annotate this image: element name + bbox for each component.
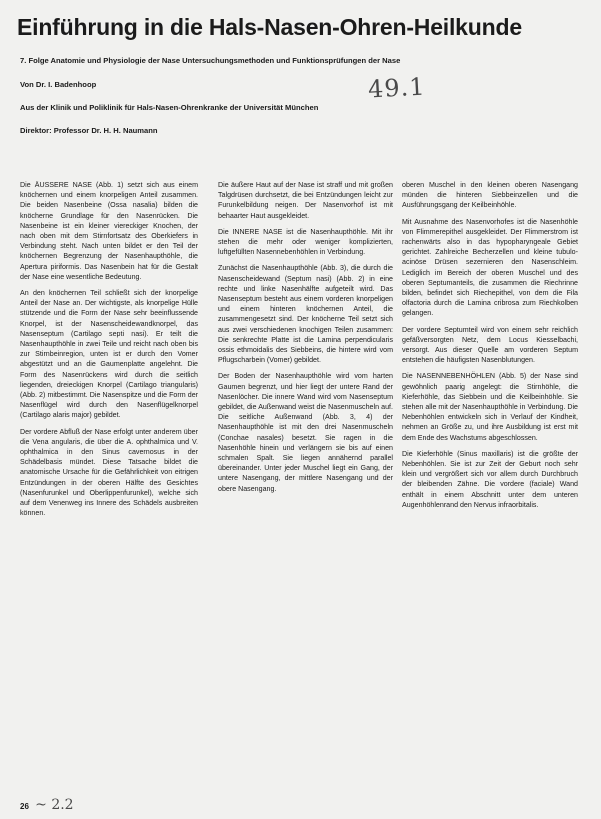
handwritten-page-mark: ~ 2.2	[35, 797, 74, 813]
paragraph: Der vordere Abfluß der Nase erfolgt unter anderem über die Vena angularis, die über die A. ophthalmica und V. ophthalmica in den Sinus cavernosus in der Schädelbasis mündet. Diese Tatsache bildet die anatomische Ursache für die Gefährlichkeit von eitrigen Entzündungen in der oberen Hälfte des Gesichtes (Nasenfurunkel und Oberlippenfurunkel), welche sich auf dem Venenweg ins Innere des Schädels ausbreiten können.	[20, 427, 198, 518]
paragraph: An den knöchernen Teil schließt sich der knorpelige Anteil der Nase an. Der wichtigste, als knorpelige Hülle stützende und die Form der Nase sehr beeinflussende Knorpel, ist der Nasenscheidewandknorpel, das Nasenseptum (Cartilago septi nasi). Er teilt die Nasenhaupthöhle in zwei Teile und reicht nach oben bis zur Stirnbeinregion, unten ist er durch den Vomer abgestützt und an die Gaumenplatte angelehnt. Die Form des Nasenrückens wird durch die seitlich liegenden, dreieckigen Knorpel (Cartilago triangularis) (Abb. 2) mitbestimmt. Die Nasenspitze und die Form der Nasenflügel wird durch den Nasenflügelknorpel (Cartilago alaris major) gebildet.	[20, 289, 198, 420]
page-number: 26	[20, 802, 29, 811]
paragraph: Die äußere Haut auf der Nase ist straff und mit großen Talgdrüsen durchsetzt, die bei Entzündungen leicht zur Furunkelbildung neigen. Der Nasenvorhof ist mit behaarter Haut ausgekleidet.	[218, 181, 393, 220]
article-title: Einführung in die Hals-Nasen-Ohren-Heilkunde	[17, 14, 522, 40]
text-column-2	[218, 180, 393, 786]
paragraph: Die Kieferhöhle (Sinus maxillaris) ist die größte der Nebenhöhlen. Sie ist zur Zeit der Geburt noch sehr klein und vergrößert sich vor allem durch Durchbruch der bleibenden Zähne. Die vordere (faciale) Wand enthält in einem Abschnitt unter dem unteren Augenhöhlenrand den Nervus infraorbitalis.	[402, 449, 578, 509]
paragraph: Der vordere Septumteil wird von einem sehr reichlich gefäßversorgten Netz, dem Locus Kiesselbachi, versorgt. Aus dieser Quelle am vorderen Septum entstehen die häufigsten Nasenblutungen.	[402, 325, 578, 365]
series-subtitle: 7. Folge Anatomie und Physiologie der Nase Untersuchungsmethoden und Funktionsprüfungen der Nase	[20, 56, 401, 65]
author-line: Von Dr. I. Badenhoop	[20, 80, 97, 89]
paragraph: Die INNERE NASE ist die Nasenhaupthöhle. Mit ihr stehen die mehr oder weniger komplizierten, luftgefüllten Nasennebenhöhlen in Verbindung.	[218, 227, 393, 257]
paragraph: Die NASENNEBENHÖHLEN (Abb. 5) der Nase sind gewöhnlich paarig angelegt: die Stirnhöhle, die Kieferhöhle, das Siebbein und die Keilbeinhöhle. Sie stehen alle mit der Nasenhaupthöhle in Verbindung. Die Nebenhöhlen entwickeln sich in Verlauf der Kindheit, nehmen an Größe zu, und ihre Ausbildung ist erst mit dem Ende des Wachstums abgeschlossen.	[402, 372, 578, 442]
paragraph: Zunächst die Nasenhaupthöhle (Abb. 3), die durch die Nasenscheidewand (Septum nasi) (Abb. 2) in eine rechte und linke Nasenhälfte aufgeteilt wird. Das Nasenseptum besteht aus einem vorderen knorpeligen und einem hinteren knöchernen Anteil, die zusammengesetzt sind. Der knöcherne Teil setzt sich aus zwei verschiedenen knochigen Teilen zusammen: Die senkrechte Platte ist die Lamina perpendicularis ossis ethmoidalis des Siebbeins, die hintere wird vom Pflugscharbein (Vomer) gebildet.	[218, 264, 393, 365]
director-line: Direktor: Professor Dr. H. H. Naumann	[20, 126, 158, 135]
institute-line: Aus der Klinik und Poliklinik für Hals-Nasen-Ohrenkranke der Universität München	[20, 103, 319, 112]
handwritten-annotation: 49.1	[367, 72, 427, 104]
paragraph: Der Boden der Nasenhaupthöhle wird vom harten Gaumen begrenzt, und hier liegt der untere Rand der Nasenlöcher. Die innere Wand wird vom Nasenseptum gebildet, die Außenwand weist die Nasenmuscheln auf. Die seitliche Außenwand (Abb. 3, 4) der Nasenhaupthöhle ist mit den drei Nasenmuscheln (Conchae nasales) besetzt. Sie ragen in die Nasenhöhle hinein und verlängern sie bis auf einen schmalen Spalt. Sie liegen annähernd parallel übereinander. Unter jeder Muschel liegt ein Gang, der untere Nasengang, der mittlere Nasengang und der obere Nasengang.	[218, 372, 393, 493]
text-column-3	[402, 180, 578, 786]
paragraph: Mit Ausnahme des Nasenvorhofes ist die Nasenhöhle von Flimmerepithel ausgekleidet. Der Flimmerstrom ist rachenwärts also in das hypopharyngeale Gebiet gerichtet. Zahlreiche Becherzellen und kleine tubulo-acinöse Drüsen sezernieren den Nasenschleim. Lediglich im Bereich der oberen Muschel und des oberen Septumanteils, die zusammen die Riechrinne bilden, befindet sich Riechepithel, von dem die Fila olfactoria durch die Lamina cribrosa zum Riechkolben gelangen.	[402, 217, 578, 318]
text-column-1	[20, 180, 198, 786]
page-footer	[20, 797, 74, 813]
paragraph: oberen Muschel in den kleinen oberen Nasengang münden die hinteren Siebbeinzellen und die Ausführungsgang der Keilbeinhöhle.	[402, 181, 578, 210]
paragraph: Die ÄUSSERE NASE (Abb. 1) setzt sich aus einem knöchernen und einem knorpeligen Anteil zusammen. Die beiden Nasenbeine (Ossa nasalia) bilden die knöcherne Grundlage für den Nasenrücken. Die Nasenbeine ist ein kleiner viereckiger Knochen, der nach oben mit dem Stirnfortsatz des Oberkiefers in Verbindung steht. Nach unten bildet er den Teil der knöchernen Begrenzung der Nasenhaupthöhle, die Apertura piriformis. Das Nasenbein hat für die Gestalt der Nase eine wesentliche Bedeutung.	[20, 181, 198, 281]
